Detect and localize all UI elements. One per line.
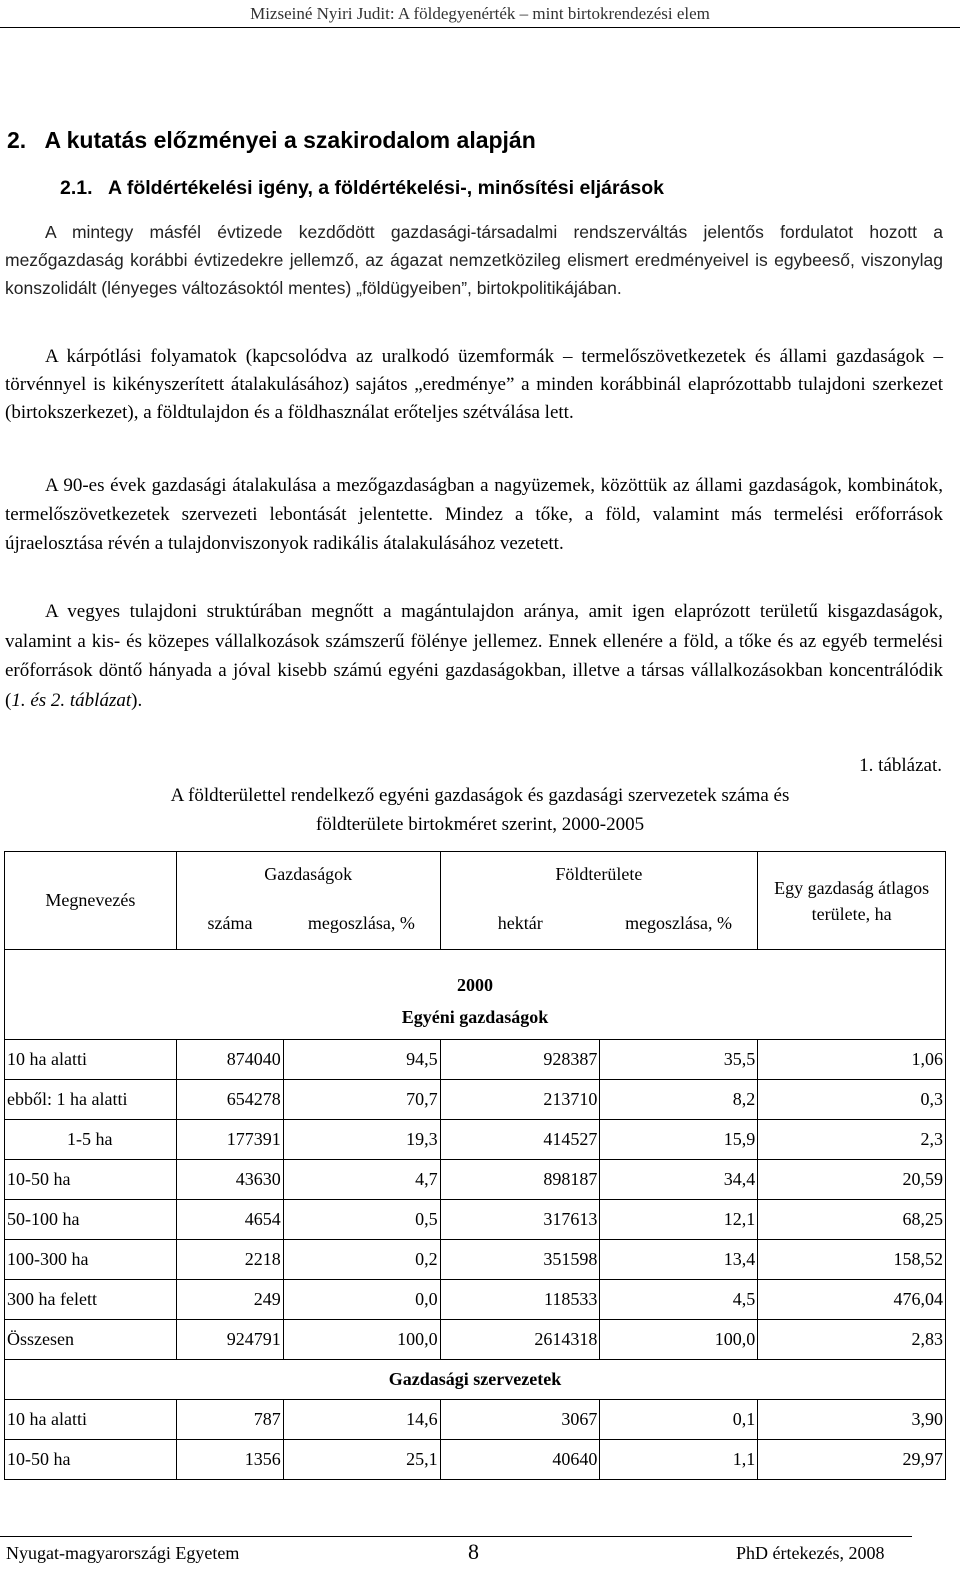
cell-hectare: 317613: [440, 1200, 600, 1240]
cell-count: 924791: [176, 1320, 283, 1360]
cell-share: 70,7: [283, 1080, 440, 1120]
cell-count: 1356: [176, 1440, 283, 1480]
section-heading: 2. A kutatás előzményei a szakirodalom alapján: [7, 127, 536, 153]
cell-average: 2,3: [758, 1120, 946, 1160]
cell-share: 0,2: [283, 1240, 440, 1280]
cell-average: 2,83: [758, 1320, 946, 1360]
cell-hectare: 3067: [440, 1400, 600, 1440]
header-farms: Gazdaságok: [176, 852, 440, 898]
cell-count: 2218: [176, 1240, 283, 1280]
cell-average: 20,59: [758, 1160, 946, 1200]
cell-count: 787: [176, 1400, 283, 1440]
row-label: ebből: 1 ha alatti: [5, 1080, 177, 1120]
paragraph-4: [5, 597, 943, 715]
table-row: [5, 1280, 946, 1320]
header-area: Földterülete: [440, 852, 758, 898]
cell-share: 14,6: [283, 1400, 440, 1440]
table-title: [0, 781, 960, 839]
cell-count: 177391: [176, 1120, 283, 1160]
header-area-ha: hektár: [440, 898, 600, 950]
cell-count: 4654: [176, 1200, 283, 1240]
table-reference: 1. és 2. táblázat: [11, 689, 132, 711]
cell-count: 654278: [176, 1080, 283, 1120]
footer-rule: [0, 1536, 912, 1537]
table-row: [5, 1040, 946, 1080]
footer-university: Nyugat-magyarországi Egyetem: [6, 1543, 240, 1563]
cell-average: 1,06: [758, 1040, 946, 1080]
cell-hectare: 40640: [440, 1440, 600, 1480]
header-area-share: megoszlása, %: [600, 898, 758, 950]
year-label: 2000: [5, 950, 946, 996]
cell-share: 19,3: [283, 1120, 440, 1160]
cell-average: 68,25: [758, 1200, 946, 1240]
cell-hectare: 928387: [440, 1040, 600, 1080]
cell-share: 100,0: [283, 1320, 440, 1360]
cell-average: 158,52: [758, 1240, 946, 1280]
table-row: [5, 1200, 946, 1240]
cell-share: 25,1: [283, 1440, 440, 1480]
cell-share: 4,7: [283, 1160, 440, 1200]
row-label: 10-50 ha: [5, 1160, 177, 1200]
paragraph-3: A 90-es évek gazdasági átalakulása a mezőgazdaságban a nagyüzemek, közöttük az állami gazdaságok, kombinátok, termelőszövetkezetek szervezeti lebontását jelentette. Mindez a tőke, a föld, valamint más termelési erőforrások újraelosztása révén a tulajdonviszonyok radikális átalakulásához vezetett.: [5, 475, 943, 554]
section-individual: Egyéni gazdaságok: [5, 996, 946, 1040]
row-label: 1-5 ha: [5, 1120, 177, 1160]
cell-hectare: 213710: [440, 1080, 600, 1120]
paragraph-1: A mintegy másfél évtizede kezdődött gazdasági-társadalmi rendszerváltás jelentős fordulatot hozott a mezőgazdaság korábbi évtizedekre jellemző, az ágazat nemzetközileg elismert eredményeivel is egybeeső, viszonylag konszolidált (lényeges változásoktól mentes) „földügyeiben”, birtokpolitikájában.: [5, 222, 943, 298]
cell-count: 43630: [176, 1160, 283, 1200]
cell-hectare-share: 100,0: [600, 1320, 758, 1360]
table-title-line-2: földterülete birtokméret szerint, 2000-2005: [315, 814, 645, 835]
cell-hectare: 118533: [440, 1280, 600, 1320]
running-header: Mizseiné Nyiri Judit: A földegyenérték – mint birtokrendezési elem: [250, 4, 710, 23]
table-row: [5, 1080, 946, 1120]
cell-hectare-share: 15,9: [600, 1120, 758, 1160]
cell-count: 249: [176, 1280, 283, 1320]
header-farms-share: megoszlása, %: [283, 898, 440, 950]
table-row: [5, 1160, 946, 1200]
row-label: 50-100 ha: [5, 1200, 177, 1240]
cell-average: 29,97: [758, 1440, 946, 1480]
page-number: 8: [468, 1539, 479, 1564]
row-label: 300 ha felett: [5, 1280, 177, 1320]
cell-hectare-share: 12,1: [600, 1200, 758, 1240]
table-row: [5, 1400, 946, 1440]
data-table: [4, 851, 946, 1480]
cell-hectare-share: 8,2: [600, 1080, 758, 1120]
cell-hectare: 351598: [440, 1240, 600, 1280]
cell-share: 0,5: [283, 1200, 440, 1240]
cell-hectare-share: 34,4: [600, 1160, 758, 1200]
table-title-line-1: A földterülettel rendelkező egyéni gazdaságok és gazdasági szervezetek száma és: [170, 785, 790, 806]
cell-hectare: 2614318: [440, 1320, 600, 1360]
paragraph-2: A kárpótlási folyamatok (kapcsolódva az uralkodó üzemformák – termelőszövetkezetek és állami gazdaságok – törvénnyel is kikényszerített átalakulásához) sajátos „eredménye” a minden korábbinál elaprózottabb tulajdoni szerkezet (birtokszerkezet), a földtulajdon és a földhasználat erőteljes szétválása lett.: [5, 346, 943, 423]
cell-hectare-share: 35,5: [600, 1040, 758, 1080]
cell-hectare-share: 1,1: [600, 1440, 758, 1480]
cell-hectare-share: 0,1: [600, 1400, 758, 1440]
cell-average: 476,04: [758, 1280, 946, 1320]
header-rule: [0, 27, 960, 28]
cell-hectare: 898187: [440, 1160, 600, 1200]
header-average: Egy gazdaság átlagos területe, ha: [758, 852, 946, 950]
header-farms-count: száma: [176, 898, 283, 950]
row-label: Összesen: [5, 1320, 177, 1360]
paragraph-4-end: ).: [131, 689, 143, 711]
row-label: 10 ha alatti: [5, 1400, 177, 1440]
table-row: [5, 1120, 946, 1160]
row-label: 10-50 ha: [5, 1440, 177, 1480]
table-number: 1. táblázat.: [859, 755, 942, 776]
table-row: [5, 1320, 946, 1360]
cell-share: 0,0: [283, 1280, 440, 1320]
row-label: 10 ha alatti: [5, 1040, 177, 1080]
cell-hectare-share: 4,5: [600, 1280, 758, 1320]
cell-count: 874040: [176, 1040, 283, 1080]
section-organizations: Gazdasági szervezetek: [5, 1360, 946, 1400]
header-name: Megnevezés: [5, 852, 177, 950]
cell-share: 94,5: [283, 1040, 440, 1080]
paragraph-4-text: A vegyes tulajdoni struktúrában megnőtt a magántulajdon aránya, amit igen elaprózott területű kisgazdaságok, valamint a kis- és közepes vállalkozások számszerű fölénye jellemez. Ennek ellenére a föld, a tőke és az egyéb termelési erőforrások döntő hányada a jóval kisebb számú egyéni gazdaságokban, illetve a társas vállalkozásokban koncentrálódik (: [5, 601, 943, 711]
footer-thesis: PhD értekezés, 2008: [736, 1543, 885, 1563]
table-row: [5, 1240, 946, 1280]
subsection-heading: 2.1. A földértékelési igény, a földértékelési-, minősítési eljárások: [60, 177, 665, 199]
table-row: [5, 1440, 946, 1480]
cell-hectare-share: 13,4: [600, 1240, 758, 1280]
row-label: 100-300 ha: [5, 1240, 177, 1280]
cell-average: 0,3: [758, 1080, 946, 1120]
cell-hectare: 414527: [440, 1120, 600, 1160]
cell-average: 3,90: [758, 1400, 946, 1440]
